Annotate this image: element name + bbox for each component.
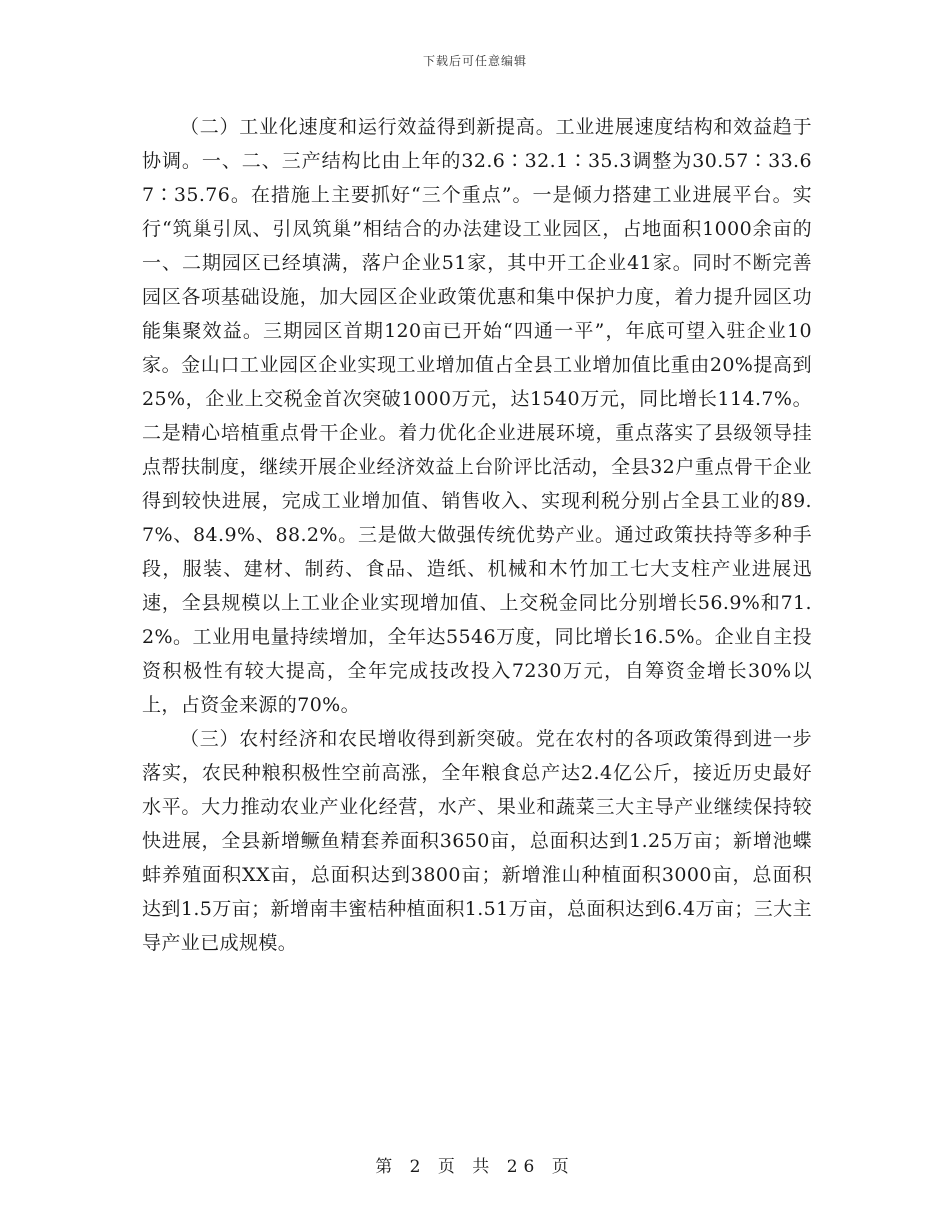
document-body <box>142 110 812 960</box>
paragraph-agriculture: （三）农村经济和农民增收得到新突破。党在农村的各项政策得到进一步落实，农民种粮积极性空前高涨，全年粮食总产达2.4亿公斤，接近历史最好水平。大力推动农业产业化经营，水产、果业和蔬菜三大主导产业继续保持较快进展，全县新增鳜鱼精套养面积3650亩，总面积达到1.25万亩；新增池蝶蚌养殖面积XX亩，总面积达到3800亩；新增淮山种植面积3000亩，总面积达到1.5万亩；新增南丰蜜桔种植面积1.51万亩，总面积达到6.4万亩；三大主导产业已成规模。 <box>142 728 812 954</box>
paragraph-industry: （二）工业化速度和运行效益得到新提高。工业进展速度结构和效益趋于协调。一、二、三产结构比由上年的32.6∶32.1∶35.3调整为30.57∶33.67∶35.76。在措施上主要抓好“三个重点”。一是倾力搭建工业进展平台。实行“筑巢引凤、引凤筑巢”相结合的办法建设工业园区，占地面积1000余亩的一、二期园区已经填满，落户企业51家，其中开工企业41家。同时不断完善园区各项基础设施，加大园区企业政策优惠和集中保护力度，着力提升园区功能集聚效益。三期园区首期120亩已开始“四通一平”，年底可望入驻企业10家。金山口工业园区企业实现工业增加值占全县工业增加值比重由20%提高到25%，企业上交税金首次突破1000万元，达1540万元，同比增长114.7%。二是精心培植重点骨干企业。着力优化企业进展环境，重点落实了县级领导挂点帮扶制度，继续开展企业经济效益上台阶评比活动，全县32户重点骨干企业得到较快进展，完成工业增加值、销售收入、实现利税分别占全县工业的89.7%、84.9%、88.2%。三是做大做强传统优势产业。通过政策扶持等多种手段，服装、建材、制药、食品、造纸、机械和木竹加工七大支柱产业进展迅速，全县规模以上工业企业实现增加值、上交税金同比分别增长56.9%和71.2%。工业用电量持续增加，全年达5546万度，同比增长16.5%。企业自主投资积极性有较大提高，全年完成技改投入7230万元，自筹资金增长30%以上，占资金来源的70%。 <box>142 116 812 716</box>
page-number: 第 2 页 共 26 页 <box>375 1157 575 1177</box>
page-header: 下载后可任意编辑 <box>422 54 527 68</box>
